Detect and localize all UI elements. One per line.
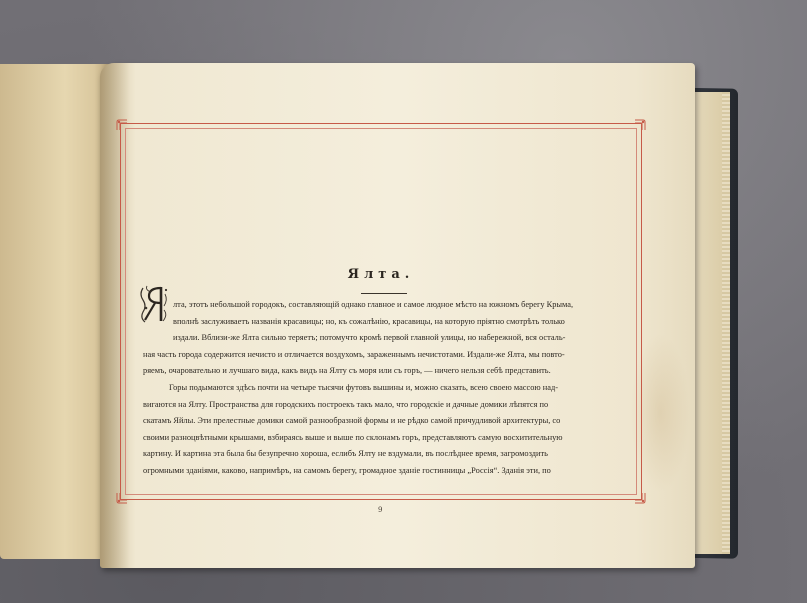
text-line: ряемъ, очаровательно и лучшаго вида, какъ видъ на Ялту съ моря или съ горъ, — ничего нельзя себѣ представить. <box>143 366 551 376</box>
text-line: картину. И картина эта была бы безупречно хороша, еслибъ Ялту не вздумали, въ послѣднее время, загромоздить <box>143 449 548 459</box>
text-line: ная часть города содержится нечисто и отличается воздухомъ, зараженнымъ нечистотами. Издали-же Ялта, мы повто- <box>143 349 565 359</box>
book-page <box>100 63 695 568</box>
text-line: вигаются на Ялту. Пространства для городскихъ построекъ такъ мало, что городскіе и дачные домики лѣпятся по <box>143 399 549 409</box>
frame-corner-icon <box>115 491 129 505</box>
text-line: вполнѣ заслуживаетъ названія красавицы; но, къ сожалѣнію, красавицы, на которую пріятно смотрѣть только <box>173 316 565 326</box>
body-text <box>143 297 615 480</box>
frame-corner-icon <box>115 118 129 132</box>
frame-corner-icon <box>633 491 647 505</box>
text-line: своими разноцвѣтными крышами, взбираясь выше и выше по склонамъ горъ, представляютъ самую восхитительную <box>143 432 563 442</box>
text-line: огромными зданіями, каково, напримѣръ, на самомъ берегу, громадное зданіе гостинницы „Россія“. Зданія эти, по <box>143 465 551 475</box>
text-line: лта, этотъ небольшой городокъ, составляющій однако главное и самое людное мѣсто на южномъ берегу Крыма, <box>173 300 574 309</box>
ornamental-frame <box>120 123 642 500</box>
page-number: 9 <box>378 506 383 514</box>
frame-corner-icon <box>633 118 647 132</box>
text-line: издали. Вблизи-же Ялта сильно теряетъ; потомучто кромѣ первой главной улицы, но набережной, вся осталь- <box>173 333 566 343</box>
text-line: Горы подымаются здѣсь почти на четыре тысячи футовъ вышины и, можно сказать, всею своею массою над- <box>169 382 559 392</box>
title-divider <box>361 293 407 294</box>
text-line: скатамъ Яйлы. Эти прелестные домики самой разнообразной формы и не рѣдко самой причудливой архитектуры, со <box>143 416 561 426</box>
chapter-title: Ялта. <box>347 267 415 282</box>
